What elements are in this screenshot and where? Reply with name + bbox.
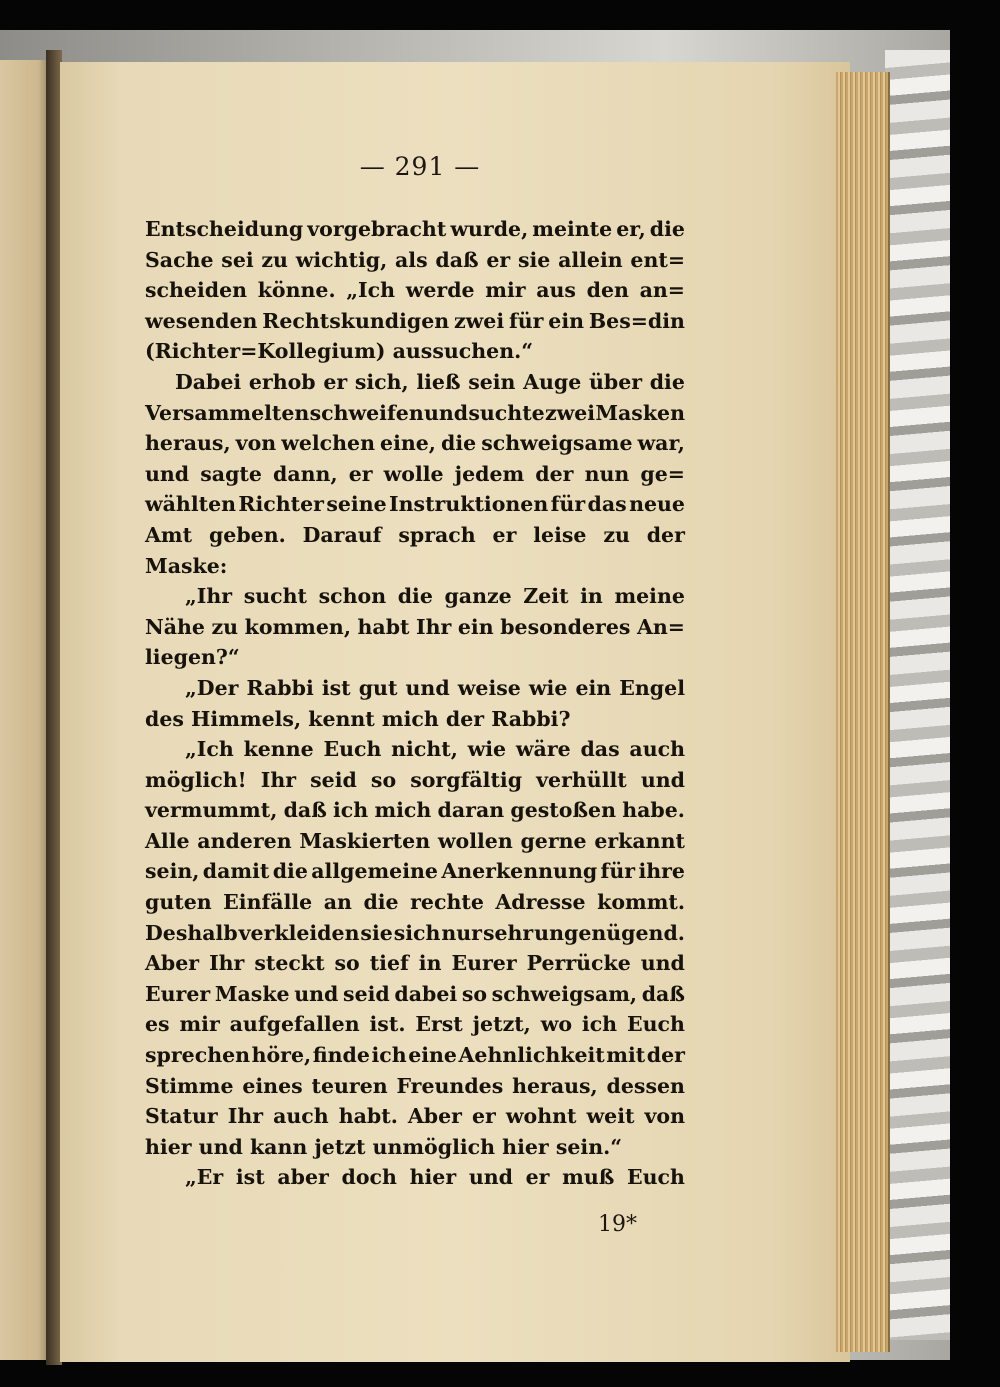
text-line <box>145 1009 685 1040</box>
word: wesenden <box>145 308 258 333</box>
word: sehr <box>482 920 534 945</box>
word: tief <box>369 951 409 976</box>
text-line <box>145 398 685 429</box>
word: Maske <box>214 981 290 1006</box>
word: von <box>235 431 277 456</box>
word: wollen <box>437 828 513 853</box>
word: wie <box>528 675 568 700</box>
word: die <box>397 584 433 609</box>
word: er <box>348 461 373 486</box>
word: sorgfältig <box>410 767 523 792</box>
text-line <box>145 214 685 245</box>
word: wie <box>467 737 507 762</box>
word: nicht, <box>391 737 458 762</box>
text-line <box>145 856 685 887</box>
text-line <box>145 1071 685 1102</box>
word: habe. <box>622 798 685 823</box>
text-line <box>145 245 685 276</box>
word: ihre <box>638 859 685 884</box>
word: er <box>525 1165 550 1190</box>
word: sich <box>393 920 441 945</box>
word: ich <box>371 1043 407 1068</box>
word: und <box>294 981 339 1006</box>
word: schweifen <box>309 400 424 425</box>
word: daß <box>283 798 327 823</box>
text-line <box>145 612 685 643</box>
word: der <box>535 461 574 486</box>
text-line <box>145 306 685 337</box>
word: Auge <box>523 369 582 394</box>
word: so <box>461 981 488 1006</box>
word: zwei <box>544 400 596 425</box>
word: Rechtskundigen <box>262 308 450 333</box>
word: ließ <box>416 369 461 394</box>
word: Stimme <box>145 1073 234 1098</box>
word: gerne <box>520 828 587 853</box>
word: doch <box>341 1165 397 1190</box>
word: und <box>640 767 685 792</box>
word: die <box>363 890 399 915</box>
word: Aber <box>145 951 200 976</box>
word: in <box>580 584 603 609</box>
word: ein <box>575 675 612 700</box>
word: ein <box>457 614 494 639</box>
word: und <box>145 461 190 486</box>
text-line <box>145 581 685 612</box>
word: er <box>492 522 517 547</box>
text-line <box>145 275 685 306</box>
word: seid <box>343 981 390 1006</box>
word: geben. <box>208 522 286 547</box>
word: welchen <box>281 431 375 456</box>
word: das <box>587 492 627 517</box>
word: schweigsame <box>481 431 633 456</box>
word: Maskierten <box>299 828 431 853</box>
word: dann, <box>273 461 338 486</box>
word: dabei <box>394 981 458 1006</box>
word: ich <box>581 1012 618 1037</box>
word: ungenügend. <box>534 920 685 945</box>
word: die <box>649 217 685 241</box>
word: muß <box>562 1165 615 1190</box>
word: aus <box>536 278 576 303</box>
word: sagte <box>200 461 262 486</box>
text-line <box>145 520 685 551</box>
word: sprechen <box>145 1043 251 1068</box>
word: „Der <box>185 675 239 700</box>
word: wählten <box>145 492 237 517</box>
word: die <box>649 369 685 394</box>
word: an= <box>639 278 685 303</box>
word: An= <box>637 614 685 639</box>
text-line <box>145 795 685 826</box>
word: eines <box>242 1073 303 1098</box>
word: Euch <box>627 1165 685 1190</box>
word: weit <box>586 1104 635 1129</box>
text-line <box>145 979 685 1010</box>
word: wohnt <box>505 1104 577 1129</box>
word: die <box>272 859 308 884</box>
word: nun <box>584 461 630 486</box>
left-page-edge <box>0 60 48 1360</box>
word: mir <box>179 1012 220 1037</box>
word: erhob <box>248 369 316 394</box>
word: Richter <box>238 492 324 517</box>
word: für <box>508 308 544 333</box>
text-line: (Richter=Kollegium) aussuchen.“ <box>145 339 534 364</box>
word: er <box>472 1104 496 1129</box>
word: wichtig, <box>295 247 388 272</box>
word: auch <box>629 737 685 762</box>
word: möglich! <box>145 767 247 792</box>
word: wurde, <box>450 217 529 241</box>
word: „Ich <box>185 737 234 762</box>
word: wolle <box>383 461 444 486</box>
word: schon <box>318 584 387 609</box>
word: hier <box>409 1165 457 1190</box>
word: er <box>323 369 348 394</box>
word: Deshalb <box>145 920 238 945</box>
word: eine <box>408 1043 457 1068</box>
word: sie <box>360 920 393 945</box>
word: ist <box>321 675 351 700</box>
word: suchte <box>468 400 545 425</box>
word: mit <box>606 1043 646 1068</box>
word: als <box>395 247 428 272</box>
word: Adresse <box>495 890 586 915</box>
text-line <box>145 887 685 918</box>
text-line <box>145 489 685 520</box>
text-line <box>145 734 685 765</box>
word: daß <box>641 981 685 1006</box>
word: so <box>370 767 397 792</box>
word: dessen <box>606 1073 685 1098</box>
text-line <box>145 673 685 704</box>
word: Alle <box>145 828 190 853</box>
word: heraus, <box>512 1073 598 1098</box>
word: wo <box>540 1012 573 1037</box>
word: ge= <box>640 461 685 486</box>
word: guten <box>145 890 212 915</box>
word: zu <box>261 247 288 272</box>
word: Ihr <box>260 767 297 792</box>
word: Freundes <box>396 1073 504 1098</box>
page-number-header: — 291 — <box>359 152 481 181</box>
word: Instruktionen <box>389 492 549 517</box>
word: war, <box>637 431 685 456</box>
word: eine, <box>380 431 436 456</box>
word: gut <box>358 675 398 700</box>
word: Versammelten <box>145 400 310 425</box>
word: jetzt, <box>472 1012 531 1037</box>
text-line <box>145 765 685 796</box>
text-line <box>145 948 685 979</box>
word: besonderes <box>500 614 631 639</box>
word: Rabbi <box>246 675 314 700</box>
word: sucht <box>243 584 307 609</box>
word: sie <box>517 247 551 272</box>
word: verhüllt <box>536 767 627 792</box>
word: vermummt, <box>145 798 278 823</box>
word: aufgefallen <box>229 1012 360 1037</box>
word: sich, <box>354 369 409 394</box>
word: Perrücke <box>526 951 631 976</box>
text-line <box>145 1101 685 1132</box>
word: kommen, <box>244 614 351 639</box>
text-line <box>145 918 685 949</box>
word: damit <box>202 859 270 884</box>
text-line <box>145 1162 685 1193</box>
word: steckt <box>254 951 325 976</box>
word: die <box>440 431 477 456</box>
word: höre, <box>251 1043 312 1068</box>
word: Masken <box>595 400 685 425</box>
cover-marbled-edge <box>885 50 950 1340</box>
word: zu <box>211 614 239 639</box>
word: der <box>646 522 685 547</box>
word: Darauf <box>302 522 382 547</box>
word: neue <box>629 492 685 517</box>
word: meine <box>614 584 685 609</box>
word: Euch <box>626 1012 685 1037</box>
word: Ihr <box>227 1104 264 1129</box>
word: aber <box>277 1165 329 1190</box>
word: gestoßen <box>510 798 616 823</box>
word: ein <box>548 308 585 333</box>
word: vorgebracht <box>307 217 447 241</box>
word: kommt. <box>597 890 685 915</box>
word: seine <box>326 492 387 517</box>
word: erkannt <box>594 828 685 853</box>
word: Bes=din <box>588 308 685 333</box>
word: weise <box>457 675 521 700</box>
word: Anerkennung <box>441 859 598 884</box>
word: scheiden <box>145 278 248 303</box>
text-line <box>145 1040 685 1071</box>
word: so <box>334 951 360 976</box>
word: von <box>644 1104 685 1129</box>
text-line: des Himmels, kennt mich der Rabbi? <box>145 706 571 731</box>
word: zu <box>603 522 630 547</box>
body-text <box>145 214 685 1193</box>
word: es <box>145 1012 170 1037</box>
word: Statur <box>145 1104 218 1129</box>
word: Nähe <box>145 614 205 639</box>
word: über <box>588 369 643 394</box>
word: rechte <box>410 890 484 915</box>
word: an <box>323 890 352 915</box>
word: sein, <box>145 859 200 884</box>
word: das <box>580 737 620 762</box>
word: Erst <box>415 1012 463 1037</box>
word: „Er <box>185 1165 224 1190</box>
signature-mark: 19* <box>598 1212 637 1237</box>
page-block-edges <box>836 72 890 1352</box>
word: leise <box>533 522 587 547</box>
word: ich <box>333 798 369 823</box>
word: nur <box>441 920 482 945</box>
word: teuren <box>311 1073 388 1098</box>
word: mich <box>374 798 432 823</box>
word: finde <box>312 1043 370 1068</box>
word: meinte <box>532 217 613 241</box>
word: Zeit <box>523 584 569 609</box>
word: er <box>486 247 511 272</box>
word: und <box>405 675 450 700</box>
word: allein <box>558 247 623 272</box>
word: schweigsam, <box>491 981 638 1006</box>
word: verkleiden <box>238 920 360 945</box>
word: allgemeine <box>311 859 438 884</box>
word: Euch <box>323 737 382 762</box>
word: habt. <box>338 1104 398 1129</box>
word: mir <box>485 278 526 303</box>
word: ist. <box>369 1012 406 1037</box>
text-line <box>145 367 685 398</box>
word: Ihr <box>209 951 245 976</box>
word: zwei <box>454 308 505 333</box>
word: sprach <box>398 522 476 547</box>
word: werde <box>405 278 475 303</box>
word: der <box>646 1043 685 1068</box>
word: daran <box>437 798 505 823</box>
text-line: liegen?“ <box>145 645 240 670</box>
word: anderen <box>197 828 292 853</box>
word: habt <box>357 614 410 639</box>
word: für <box>600 859 636 884</box>
word: Aber <box>407 1104 462 1129</box>
word: auch <box>273 1104 329 1129</box>
word: Ihr <box>416 614 452 639</box>
word: jedem <box>454 461 525 486</box>
word: sei <box>221 247 254 272</box>
word: und <box>640 951 685 976</box>
word: Einfälle <box>223 890 313 915</box>
word: Aehnlichkeit <box>458 1043 605 1068</box>
word: seid <box>310 767 357 792</box>
word: „Ihr <box>185 584 233 609</box>
word: für <box>550 492 586 517</box>
text-line: hier und kann jetzt unmöglich hier sein.“ <box>145 1134 623 1159</box>
word: Entscheidung <box>145 217 304 241</box>
word: den <box>586 278 629 303</box>
text-line: Maske: <box>145 553 228 578</box>
word: Sache <box>145 247 214 272</box>
word: und <box>423 400 469 425</box>
word: könne. <box>257 278 336 303</box>
word: in <box>418 951 442 976</box>
word: Dabei <box>175 369 242 394</box>
word: Amt <box>145 522 193 547</box>
word: und <box>468 1165 513 1190</box>
text-line <box>145 428 685 459</box>
text-line <box>145 459 685 490</box>
word: kenne <box>243 737 314 762</box>
word: wäre <box>515 737 571 762</box>
text-line <box>145 826 685 857</box>
word: ist <box>235 1165 265 1190</box>
word: Eurer <box>145 981 211 1006</box>
word: Eurer <box>451 951 517 976</box>
word: Engel <box>619 675 685 700</box>
word: sein <box>468 369 516 394</box>
word: „Ich <box>346 278 396 303</box>
word: heraus, <box>145 431 231 456</box>
word: ganze <box>444 584 512 609</box>
word: er, <box>616 217 646 241</box>
word: ent= <box>630 247 685 272</box>
word: daß <box>435 247 479 272</box>
